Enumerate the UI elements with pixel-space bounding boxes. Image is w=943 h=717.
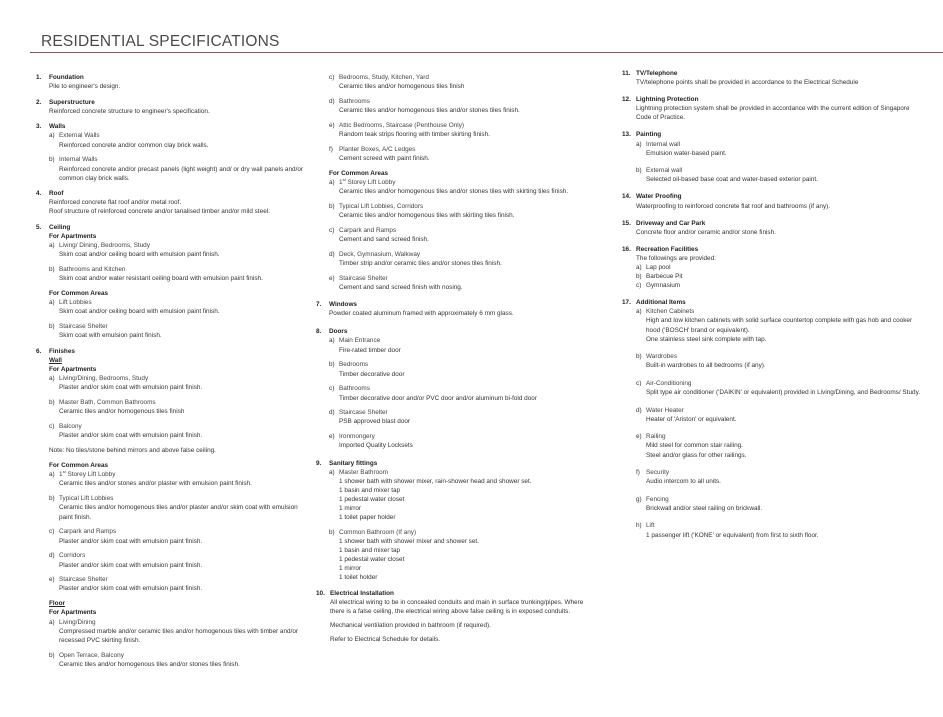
item-label: b) xyxy=(329,203,335,211)
item-label: e) xyxy=(49,576,55,584)
item-label: c) xyxy=(49,528,55,536)
item-label: a) xyxy=(49,299,55,307)
fitting-line: 1 shower bath with shower mixer, rain-shower head and shower set. xyxy=(339,477,532,485)
item-name: Lift xyxy=(646,522,655,530)
facility-item xyxy=(636,263,922,272)
fitting-line: 1 pedestal water closet xyxy=(339,495,405,503)
section-heading: TV/Telephone xyxy=(636,70,678,77)
item-desc: Cement and sand screed finish with nosing. xyxy=(339,284,463,292)
page-title: RESIDENTIAL SPECIFICATIONS xyxy=(41,33,280,50)
section-heading: Superstructure xyxy=(49,98,95,106)
item-name: Planter Boxes, A/C Ledges xyxy=(339,145,416,153)
item-label: a) xyxy=(49,132,55,140)
item-name: Deck, Gymnasium, Walkway xyxy=(339,250,421,258)
item-label: a) xyxy=(636,264,642,271)
item-desc: Plaster and/or skim coat with emulsion paint finish. xyxy=(59,432,203,440)
section-heading: Additional Items xyxy=(636,299,686,307)
section-tv-telephone xyxy=(622,69,922,87)
item-name: Bathrooms and Kitchen xyxy=(59,266,126,274)
spec-item xyxy=(636,406,922,424)
section-heading: Driveway and Car Park xyxy=(636,219,706,227)
item-desc: Selected oil-based base coat and water-based exterior paint. xyxy=(646,176,818,184)
item-desc: Imported Quality Locksets xyxy=(339,442,413,450)
section-text: The followings are provided: xyxy=(636,254,716,262)
item-name: Bathrooms xyxy=(339,385,370,393)
item-label: a) xyxy=(49,618,55,626)
item-desc: Emulsion water-based paint. xyxy=(646,149,727,157)
section-number: 15. xyxy=(622,219,631,227)
facility-item xyxy=(636,281,922,290)
spec-item xyxy=(636,140,922,158)
item-desc: Split type air conditioner ('DAIKIN' or equivalent) provided in Living/Dining, and Bedrooms/ Study. xyxy=(646,389,921,397)
item-name: Open Terrace, Balcony xyxy=(59,651,124,659)
item-name: Ironmongery xyxy=(339,433,375,441)
section-number: 4. xyxy=(36,190,42,198)
spec-item xyxy=(329,250,596,268)
item-name: External Walls xyxy=(59,132,100,140)
section-recreation-facilities xyxy=(622,245,922,290)
spec-item xyxy=(49,374,306,392)
spec-item xyxy=(49,470,306,488)
item-desc: Timber decorative door xyxy=(339,370,405,378)
item-name xyxy=(339,178,596,187)
spec-item xyxy=(329,384,596,402)
ordinal-number: 1 xyxy=(339,179,343,187)
item-desc: Plaster and/or skim coat with emulsion paint finish. xyxy=(59,561,203,569)
section-text: Refer to Electrical Schedule for details. xyxy=(330,636,441,644)
spec-item xyxy=(329,145,596,163)
fitting-line: 1 basin and mixer tap xyxy=(339,547,401,555)
item-name: Barbecue Pit xyxy=(646,273,683,281)
spec-item xyxy=(636,495,922,513)
item-name: Bedrooms xyxy=(339,361,369,369)
section-heading: Ceiling xyxy=(49,224,71,232)
spec-item xyxy=(49,322,306,340)
spec-item xyxy=(49,298,306,316)
ordinal-suffix: st xyxy=(62,469,66,475)
item-label: a) xyxy=(49,375,55,383)
item-desc: Skim coat and/or ceiling board with emulsion paint finish. xyxy=(59,308,220,316)
section-heading: Walls xyxy=(49,123,66,131)
item-label: f) xyxy=(636,469,640,477)
section-number: 9. xyxy=(316,459,322,467)
item-name: Master Bath, Common Bathrooms xyxy=(59,399,156,407)
item-name: Kitchen Cabinets xyxy=(646,308,695,316)
spec-item xyxy=(49,618,306,645)
item-desc: Built-in wardrobes to all bedrooms (if any). xyxy=(646,362,766,370)
item-desc: Cement screed with paint finish. xyxy=(339,155,430,163)
item-desc: Brickwall and/or steel railing on brickwall. xyxy=(646,504,763,512)
item-name xyxy=(59,470,306,479)
section-heading: Roof xyxy=(49,190,64,198)
section-text: Lightning protection system shall be provided in accordance with the current edition of Singapore Code of Practice. xyxy=(636,105,910,122)
item-label: d) xyxy=(329,97,335,105)
section-text: Waterproofing to reinforced concrete flat roof and bathrooms (if any). xyxy=(636,202,831,210)
spec-item xyxy=(49,241,306,259)
section-number: 1. xyxy=(36,74,42,81)
item-name: Living/Dining, Bedrooms, Study xyxy=(59,375,149,383)
item-label: c) xyxy=(329,227,335,234)
item-desc: Mild steel for common stair railing. xyxy=(646,442,743,450)
spec-item xyxy=(636,432,922,459)
spec-item xyxy=(329,432,596,450)
item-desc: Ceramic tiles and/or homogenous tiles and/or stones tiles finish. xyxy=(59,660,240,668)
column-2 xyxy=(316,73,596,651)
item-label: e) xyxy=(329,433,335,441)
item-desc: One stainless steel sink complete with tap. xyxy=(646,335,767,343)
item-label: e) xyxy=(329,121,335,129)
item-desc: Skim coat and/or water resistant ceiling board with emulsion paint finish. xyxy=(59,275,263,283)
column-1 xyxy=(36,73,306,675)
section-heading: Finishes xyxy=(49,347,75,355)
ordinal-suffix: st xyxy=(342,176,346,182)
fitting-line: 1 mirror xyxy=(339,505,362,513)
item-desc: Heater of 'Ariston' or equivalent. xyxy=(646,415,737,423)
section-number: 11. xyxy=(622,70,631,77)
item-desc: Ceramic tiles and/or homogenous tiles and/or stones tiles finish. xyxy=(339,107,520,115)
item-desc: Ceramic tiles and/or homogenous tiles and/or plaster and/or skim coat with emulsion paint finish. xyxy=(59,504,298,521)
item-name: Lap pool xyxy=(646,264,671,271)
spec-item xyxy=(329,73,596,91)
item-desc: Timber decorative door and/or PVC door and/or aluminum bi-fold door xyxy=(339,394,537,402)
fitting-line: 1 mirror xyxy=(339,565,362,573)
subsection-heading: For Common Areas xyxy=(49,290,109,298)
spec-item xyxy=(636,521,922,539)
item-desc: Ceramic tiles and/or homogenous tiles and/or stones tiles with skirting tiles finish. xyxy=(339,188,569,196)
spec-item xyxy=(636,379,922,397)
fitting-line: 1 toilet paper holder xyxy=(339,514,396,522)
item-label: b) xyxy=(636,353,642,361)
item-label: b) xyxy=(49,323,55,331)
section-number: 5. xyxy=(36,224,42,232)
section-number: 16. xyxy=(622,245,631,253)
item-label: a) xyxy=(636,140,642,148)
spec-item xyxy=(49,527,306,545)
item-label: c) xyxy=(636,282,642,290)
item-name: Staircase Shelter xyxy=(59,323,108,331)
item-name: Security xyxy=(646,469,670,477)
item-label: b) xyxy=(49,156,55,164)
item-label: b) xyxy=(329,529,335,537)
section-text: All electrical wiring to be in concealed conduits and main in surface trunking/pipes. Where there is a false ceiling, the electrical wiring above false ceiling is in exposed conduits. xyxy=(330,599,584,616)
item-label: b) xyxy=(329,361,335,369)
section-finishes xyxy=(36,347,306,669)
item-label: c) xyxy=(49,423,55,431)
section-heading: Electrical Installation xyxy=(330,590,394,598)
spec-item xyxy=(49,265,306,283)
item-label: a) xyxy=(636,308,642,316)
section-heading: Sanitary fittings xyxy=(329,459,378,467)
item-label: a) xyxy=(329,468,335,476)
item-label: e) xyxy=(329,274,335,282)
item-name: Gymnasium xyxy=(646,282,681,290)
item-desc: Reinforced concrete and/or common clay brick walls. xyxy=(59,141,209,149)
item-label: c) xyxy=(636,379,642,387)
item-label: g) xyxy=(636,495,642,503)
section-heading: Water Proofing xyxy=(636,193,682,201)
item-desc: Compressed marble and/or ceramic tiles and/or homogenous tiles with timber and/or recessed PVC skirting finish. xyxy=(59,627,299,644)
item-name: Carpark and Ramps xyxy=(59,528,117,536)
item-name: Living/ Dining, Bedrooms, Study xyxy=(59,242,150,250)
section-windows xyxy=(316,300,596,318)
item-label: a) xyxy=(329,179,335,187)
section-number: 8. xyxy=(316,328,322,336)
item-label: e) xyxy=(636,433,642,441)
spec-item xyxy=(636,307,922,343)
item-label: c) xyxy=(329,385,335,393)
item-desc: Random teak strips flooring with timber skirting finish. xyxy=(339,131,490,139)
item-label: h) xyxy=(636,522,642,530)
fitting-line: 1 shower bath with shower mixer and shower set. xyxy=(339,538,479,546)
section-number: 13. xyxy=(622,131,631,139)
item-desc: Ceramic tiles and/or homogenous tiles with skirting tiles finish. xyxy=(339,212,515,220)
item-label: a) xyxy=(329,337,335,345)
item-name: Attic Bedrooms, Staircase (Penthouse Only) xyxy=(339,121,465,129)
spec-item xyxy=(49,422,306,440)
fitting-line: 1 pedestal water closet xyxy=(339,556,405,564)
item-name: Internal Walls xyxy=(59,156,98,164)
item-desc: Plaster and/or skim coat with emulsion paint finish. xyxy=(59,585,203,593)
spec-item xyxy=(329,226,596,244)
spec-item xyxy=(49,398,306,416)
item-label: f) xyxy=(329,145,333,153)
item-label: b) xyxy=(49,266,55,274)
spec-item xyxy=(49,551,306,569)
item-name: Main Entrance xyxy=(339,337,381,345)
item-name: Internal wall xyxy=(646,140,681,148)
item-name: Carpark and Ramps xyxy=(339,227,397,234)
section-painting xyxy=(622,130,922,184)
spec-item xyxy=(49,155,306,182)
item-name: Fencing xyxy=(646,495,669,503)
item-desc: Plaster and/or skim coat with emulsion paint finish. xyxy=(59,537,203,545)
spec-item xyxy=(329,408,596,426)
item-name: Wardrobes xyxy=(646,353,678,361)
fitting-line: 1 basin and mixer tap xyxy=(339,486,401,494)
item-name: Bedrooms, Study, Kitchen, Yard xyxy=(339,74,429,81)
item-name: Staircase Shelter xyxy=(339,274,388,282)
section-driveway-car-park xyxy=(622,219,922,237)
section-doors xyxy=(316,327,596,450)
section-text: TV/telephone points shall be provided in accordance to the Electrical Schedule xyxy=(636,79,859,87)
item-desc: Plaster and/or skim coat with emulsion paint finish. xyxy=(59,384,203,392)
section-sanitary-fittings xyxy=(316,459,596,583)
section-number: 10. xyxy=(316,590,325,598)
item-desc: Steel and/or glass for other railings. xyxy=(646,451,747,459)
spec-item xyxy=(329,121,596,139)
item-name: Common Bathroom (If any) xyxy=(339,529,417,537)
item-desc: 1 passenger lift ('KONE' or equivalent) from first to sixth floor. xyxy=(646,531,819,539)
section-number: 12. xyxy=(622,96,631,104)
subsection-heading: For Common Areas xyxy=(329,169,389,177)
spec-item xyxy=(636,166,922,184)
item-label: b) xyxy=(49,495,55,503)
section-text: Mechanical ventilation provided in bathroom (if required). xyxy=(330,622,491,630)
item-label: d) xyxy=(329,250,335,258)
section-heading: Recreation Facilities xyxy=(636,245,699,253)
section-heading: Lightning Protection xyxy=(636,96,699,104)
item-desc: Skim coat with emulsion paint finish. xyxy=(59,332,162,340)
item-name-text: Storey Lift Lobby xyxy=(345,179,396,187)
item-desc: Ceramic tiles and/or homogenous tiles finish xyxy=(339,83,465,91)
spec-item xyxy=(329,336,596,354)
spec-item xyxy=(329,97,596,115)
section-number: 3. xyxy=(36,123,42,131)
finishes-wall-heading: Wall xyxy=(49,357,62,365)
item-name: Staircase Shelter xyxy=(59,576,108,584)
section-heading: Doors xyxy=(329,328,348,336)
spec-item xyxy=(636,468,922,486)
item-label: d) xyxy=(49,552,55,560)
item-label: b) xyxy=(49,399,55,407)
section-lightning-protection xyxy=(622,95,922,122)
finishes-floor-heading: Floor xyxy=(49,600,65,608)
spec-item xyxy=(329,202,596,220)
subsection-heading: For Apartments xyxy=(49,366,97,374)
section-text: Concrete floor and/or ceramic and/or stone finish. xyxy=(636,228,776,236)
item-desc: PSB approved blast door xyxy=(339,418,411,426)
item-desc: Ceramic tiles and/or homogenous tiles finish xyxy=(59,408,185,416)
item-name: Bathrooms xyxy=(339,97,370,105)
section-text: Roof structure of reinforced concrete and/or tanalised timber and/or mild steel. xyxy=(49,208,270,216)
item-name: Staircase Shelter xyxy=(339,409,388,417)
item-label: a) xyxy=(49,471,55,479)
section-number: 7. xyxy=(316,301,322,309)
section-text: Pile to engineer's design. xyxy=(49,83,121,91)
subsection-heading: For Apartments xyxy=(49,233,97,241)
item-name: External wall xyxy=(646,167,683,175)
item-name-text: Storey Lift Lobby xyxy=(65,471,116,479)
item-name: Water Heater xyxy=(646,406,684,414)
item-name: Balcony xyxy=(59,423,82,431)
section-number: 17. xyxy=(622,299,631,307)
spec-item xyxy=(329,468,596,523)
item-desc: Cement and sand screed finish. xyxy=(339,236,429,244)
section-text: Reinforced concrete structure to engineer's specification. xyxy=(49,107,210,115)
item-desc: Skim coat and/or ceiling board with emulsion paint finish. xyxy=(59,251,220,259)
spec-item xyxy=(49,131,306,149)
item-name: Railing xyxy=(646,433,666,441)
item-desc: Timber strip and/or ceramic tiles and/or stones tiles finish. xyxy=(339,260,502,268)
finishes-floor-continued xyxy=(316,73,596,292)
subsection-heading: For Apartments xyxy=(49,609,97,617)
section-walls xyxy=(36,122,306,182)
item-name: Air-Conditioning xyxy=(646,379,692,387)
section-roof xyxy=(36,189,306,216)
finishes-note: Note: No tiles/stone behind mirrors and above false ceiling. xyxy=(49,447,216,455)
subsection-heading: For Common Areas xyxy=(49,462,109,470)
spec-item xyxy=(49,575,306,593)
fitting-line: 1 toilet holder xyxy=(339,574,378,582)
spec-item xyxy=(329,360,596,378)
item-label: b) xyxy=(636,167,642,175)
item-label: b) xyxy=(636,273,642,281)
section-water-proofing xyxy=(622,192,922,210)
spec-item xyxy=(329,178,596,196)
section-number: 14. xyxy=(622,193,631,201)
spec-item xyxy=(329,528,596,583)
section-electrical-installation xyxy=(316,589,596,644)
item-name: Typical Lift Lobbies, Corridors xyxy=(339,203,424,211)
spec-item xyxy=(49,651,306,669)
section-ceiling xyxy=(36,223,306,340)
section-heading: Windows xyxy=(329,301,357,309)
item-label: c) xyxy=(329,74,335,81)
ordinal-number: 1 xyxy=(59,471,63,479)
item-name: Corridors xyxy=(59,552,86,560)
item-desc: Fire-rated timber door xyxy=(339,346,401,354)
item-label: a) xyxy=(49,242,55,250)
item-name: Lift Lobbies xyxy=(59,299,92,307)
section-additional-items xyxy=(622,298,922,539)
section-heading: Foundation xyxy=(49,74,84,81)
item-desc: High and low kitchen cabinets with solid surface countertop complete with gas hob and cooker hood ('BOSCH' brand or equivalent). xyxy=(646,317,913,334)
section-foundation xyxy=(36,73,306,91)
spec-item xyxy=(636,352,922,370)
item-name: Master Bathroom xyxy=(339,468,389,476)
facility-item xyxy=(636,272,922,281)
section-superstructure xyxy=(36,98,306,116)
spec-item xyxy=(49,494,306,521)
item-name: Typical Lift Lobbies xyxy=(59,495,114,503)
item-desc: Audio intercom to all units. xyxy=(646,478,721,486)
item-name: Living/Dining xyxy=(59,618,96,626)
section-text: Reinforced concrete flat roof and/or metal roof. xyxy=(49,199,182,207)
spec-item xyxy=(329,274,596,292)
item-label: b) xyxy=(49,651,55,659)
item-desc: Ceramic tiles and/or stones and/or plaster with emulsion paint finish. xyxy=(59,480,252,488)
section-text: Powder coated aluminum framed with approximately 6 mm glass. xyxy=(329,310,514,318)
item-desc: Reinforced concrete and/or precast panels (light weight) and/ or dry wall panels and/or common clay brick walls. xyxy=(59,165,304,182)
section-number: 6. xyxy=(36,347,42,355)
item-label: d) xyxy=(636,406,642,414)
item-label: d) xyxy=(329,409,335,417)
section-heading: Painting xyxy=(636,131,662,139)
column-3 xyxy=(622,69,922,548)
section-number: 2. xyxy=(36,98,42,106)
title-divider xyxy=(30,52,943,53)
